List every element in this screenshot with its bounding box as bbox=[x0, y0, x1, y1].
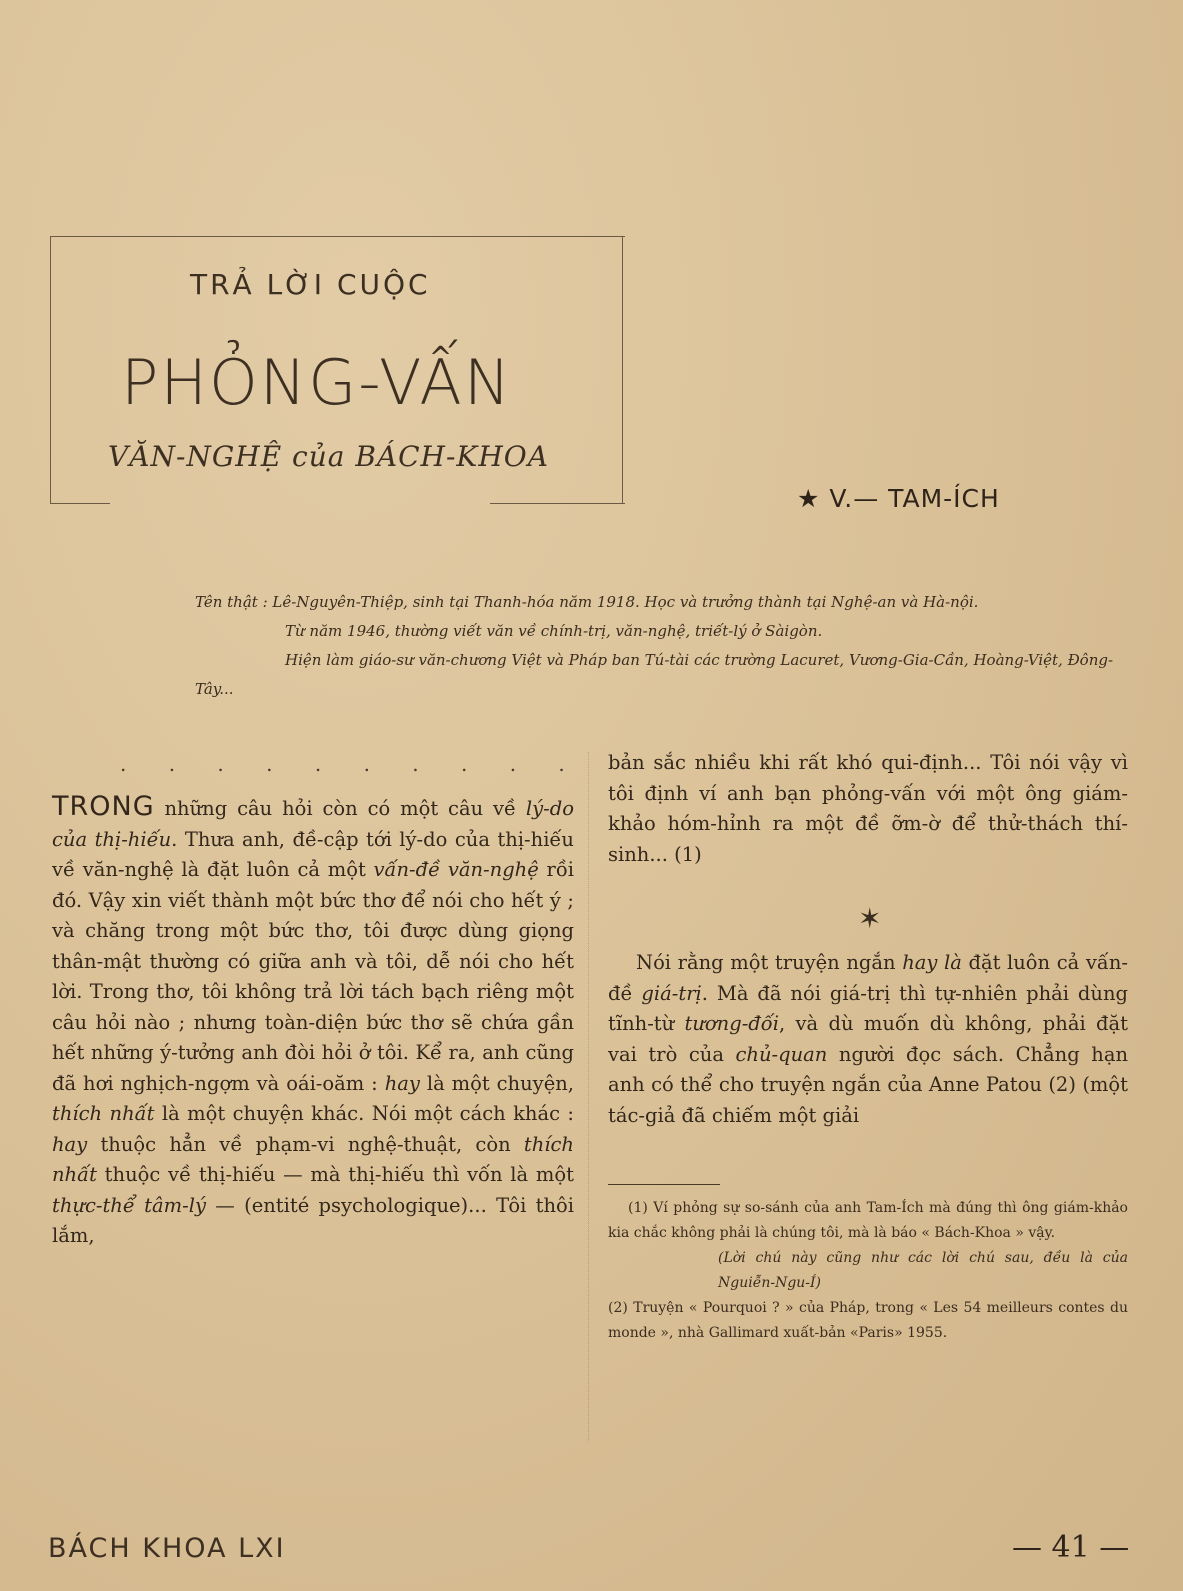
section-star-icon: ✶ bbox=[858, 902, 882, 935]
footnote-editor-note: (Lời chú này cũng như các lời chú sau, đều là của Nguiễn-Ngu-Í) bbox=[718, 1250, 1128, 1291]
byline bbox=[797, 484, 1000, 513]
dropcap-word: TRONG bbox=[52, 791, 155, 822]
left-column bbox=[52, 792, 574, 1252]
footer-magazine-name: BÁCH KHOA LXI bbox=[48, 1533, 286, 1564]
footnote-1: (1) Ví phỏng sự so-sánh của anh Tam-Ích mà đúng thì ông giám-khảo kia chắc không phải là chúng tôi, mà là báo « Bách-Khoa » vậy. bbox=[608, 1200, 1128, 1241]
header-frame-bottom-left bbox=[50, 503, 110, 504]
star-icon: ★ bbox=[797, 484, 821, 513]
bio-line-1: Tên thật : Lê-Nguyên-Thiệp, sinh tại Thanh-hóa năm 1918. Học và trưởng thành tại Nghệ-an và Hà-nội. bbox=[195, 593, 979, 611]
footnote-separator bbox=[608, 1184, 720, 1185]
header-frame-bottom-right bbox=[490, 503, 625, 504]
ellipsis-dots: . . . . . . . . . . bbox=[120, 752, 583, 776]
left-paragraph: TRONG những câu hỏi còn có một câu về lý-do của thị-hiếu. Thưa anh, đề-cập tới lý-do của thị-hiếu về văn-nghệ là đặt luôn cả một vấn-đề văn-nghệ rồi đó. Vậy xin viết thành một bức thơ để nói cho hết ý ; và chăng trong một bức thơ, tôi được dùng giọng thân-mật thường có giữa anh và tôi, dễ nói cho hết lời. Trong thơ, tôi không trả lời tách bạch riêng một câu hỏi nào ; nhưng toàn-diện bức thơ sẽ chứa gần hết những ý-tưởng anh đòi hỏi ở tôi. Kể ra, anh cũng đã hơi nghịch-ngợm và oái-oăm : hay là một chuyện, thích nhất là một chuyện khác. Nói một cách khác : hay thuộc hẳn về phạm-vi nghệ-thuật, còn thích nhất thuộc về thị-hiếu — mà thị-hiếu thì vốn là một thực-thể tâm-lý — (entité psychologique)... Tôi thôi lắm, bbox=[52, 791, 574, 1247]
article-subtitle: VĂN-NGHỆ của BÁCH-KHOA bbox=[108, 440, 549, 473]
right-column bbox=[608, 748, 1128, 1131]
right-paragraph-2: Nói rằng một truyện ngắn hay là đặt luôn cả vấn-đề giá-trị. Mà đã nói giá-trị thì tự-nhiên phải dùng tĩnh-từ tương-đối, và dù muốn dù không, phải đặt vai trò của chủ-quan người đọc sách. Chẳng hạn anh có thể cho truyện ngắn của Anne Patou (2) (một tác-giả đã chiếm một giải bbox=[608, 951, 1129, 1127]
footnote-2: (2) Truyện « Pourquoi ? » của Pháp, trong « Les 54 meilleurs contes du monde », nhà Gallimard xuất-bản «Paris» 1955. bbox=[608, 1300, 1128, 1341]
author-bio bbox=[195, 588, 1135, 704]
page-number: — 41 — bbox=[1012, 1530, 1130, 1565]
header-frame-top bbox=[50, 236, 625, 237]
column-divider bbox=[588, 752, 589, 1442]
header-frame-left bbox=[50, 236, 51, 504]
bio-line-2: Từ năm 1946, thường viết văn về chính-trị, văn-nghệ, triết-lý ở Sàigòn. bbox=[285, 622, 823, 640]
article-kicker: TRẢ LỜI CUỘC bbox=[190, 268, 431, 301]
bio-line-3: Hiện làm giáo-sư văn-chương Việt và Pháp ban Tú-tài các trường Lacuret, Vương-Gia-Cần, Hoàng-Việt, Đông-Tây... bbox=[195, 651, 1114, 698]
right-paragraph-1: bản sắc nhiều khi rất khó qui-định... Tôi nói vậy vì tôi định ví anh bạn phỏng-vấn với một ông giám-khảo hóm-hỉnh ra một đề ỡm-ờ để thử-thách thí-sinh... (1) bbox=[608, 751, 1128, 866]
footnotes bbox=[608, 1196, 1128, 1346]
header-frame-right bbox=[622, 236, 623, 504]
article-title: PHỎNG-VẤN bbox=[121, 346, 513, 419]
author-name: V.— TAM-ÍCH bbox=[829, 484, 1000, 513]
